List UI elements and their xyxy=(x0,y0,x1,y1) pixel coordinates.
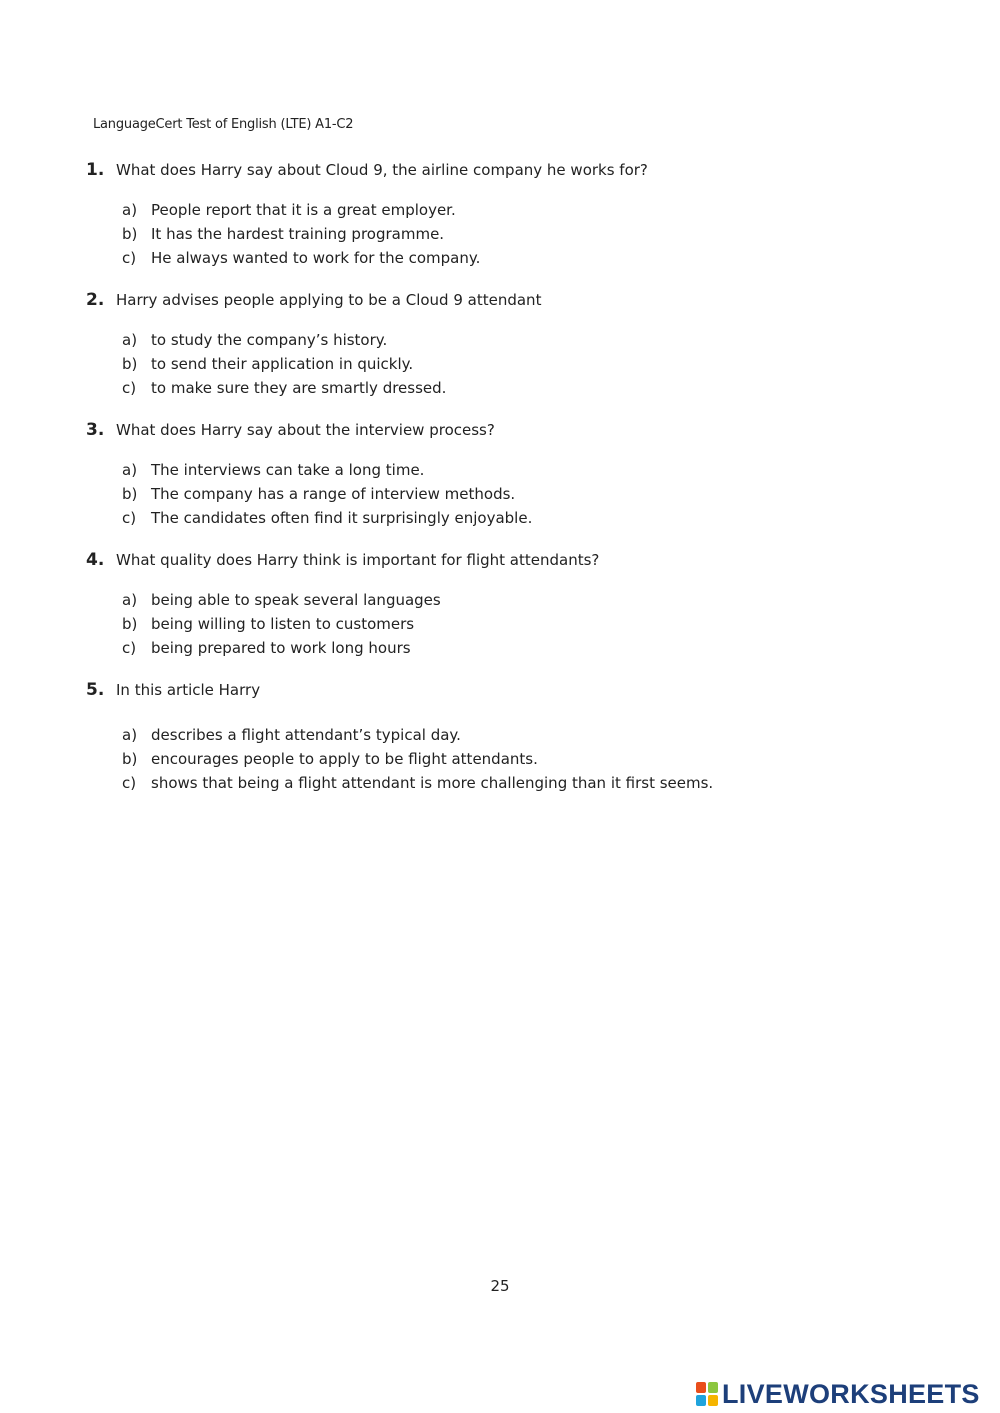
document-header: LanguageCert Test of English (LTE) A1-C2 xyxy=(93,117,354,132)
option-letter: a) xyxy=(122,201,138,219)
option-c xyxy=(122,379,946,403)
question-text: What quality does Harry think is important for flight attendants? xyxy=(116,551,600,569)
question-1 xyxy=(86,160,946,273)
question-line xyxy=(86,160,946,184)
option-letter: b) xyxy=(122,355,138,373)
option-list xyxy=(86,461,946,533)
option-text: being prepared to work long hours xyxy=(151,639,411,657)
question-number: 1. xyxy=(86,160,105,180)
option-b xyxy=(122,750,946,774)
liveworksheets-logo-icon xyxy=(696,1382,718,1406)
option-list xyxy=(86,331,946,403)
question-number: 4. xyxy=(86,550,105,570)
option-list xyxy=(86,726,946,798)
question-3 xyxy=(86,420,946,533)
option-c xyxy=(122,509,946,533)
option-text: The candidates often find it surprisingly enjoyable. xyxy=(151,509,533,527)
option-a xyxy=(122,201,946,225)
question-text: In this article Harry xyxy=(116,681,261,699)
option-text: to study the company’s history. xyxy=(151,331,388,349)
option-text: being willing to listen to customers xyxy=(151,615,415,633)
option-text: The interviews can take a long time. xyxy=(151,461,425,479)
option-text: encourages people to apply to be flight attendants. xyxy=(151,750,538,768)
option-c xyxy=(122,249,946,273)
question-line xyxy=(86,290,946,314)
page-number: 25 xyxy=(490,1277,510,1295)
question-4 xyxy=(86,550,946,663)
question-5 xyxy=(86,680,946,798)
option-text: The company has a range of interview methods. xyxy=(151,485,516,503)
option-letter: a) xyxy=(122,461,138,479)
option-b xyxy=(122,355,946,379)
option-c xyxy=(122,774,946,798)
logo-tile xyxy=(708,1395,718,1406)
option-text: describes a flight attendant’s typical day. xyxy=(151,726,461,744)
liveworksheets-watermark xyxy=(696,1379,980,1409)
option-text: People report that it is a great employer. xyxy=(151,201,456,219)
option-letter: a) xyxy=(122,591,138,609)
option-a xyxy=(122,331,946,355)
option-c xyxy=(122,639,946,663)
question-number: 5. xyxy=(86,680,105,700)
option-list xyxy=(86,201,946,273)
question-line xyxy=(86,680,946,704)
question-text: Harry advises people applying to be a Cloud 9 attendant xyxy=(116,291,542,309)
option-b xyxy=(122,615,946,639)
question-number: 2. xyxy=(86,290,105,310)
question-text: What does Harry say about the interview process? xyxy=(116,421,495,439)
question-2 xyxy=(86,290,946,403)
question-line xyxy=(86,550,946,574)
option-text: It has the hardest training programme. xyxy=(151,225,445,243)
option-a xyxy=(122,461,946,485)
question-number: 3. xyxy=(86,420,105,440)
question-list xyxy=(86,160,946,815)
option-a xyxy=(122,726,946,750)
option-letter: c) xyxy=(122,249,137,267)
option-letter: a) xyxy=(122,726,138,744)
option-letter: b) xyxy=(122,750,138,768)
option-letter: b) xyxy=(122,615,138,633)
option-b xyxy=(122,225,946,249)
option-b xyxy=(122,485,946,509)
option-letter: b) xyxy=(122,485,138,503)
option-text: to send their application in quickly. xyxy=(151,355,414,373)
option-text: to make sure they are smartly dressed. xyxy=(151,379,447,397)
option-letter: c) xyxy=(122,774,137,792)
option-a xyxy=(122,591,946,615)
liveworksheets-logo-text: LIVEWORKSHEETS xyxy=(722,1378,980,1409)
option-text: He always wanted to work for the company. xyxy=(151,249,481,267)
option-letter: a) xyxy=(122,331,138,349)
logo-tile xyxy=(696,1382,706,1393)
option-letter: b) xyxy=(122,225,138,243)
logo-tile xyxy=(696,1395,706,1406)
option-letter: c) xyxy=(122,509,137,527)
question-text: What does Harry say about Cloud 9, the airline company he works for? xyxy=(116,161,648,179)
option-letter: c) xyxy=(122,639,137,657)
option-text: being able to speak several languages xyxy=(151,591,441,609)
option-letter: c) xyxy=(122,379,137,397)
option-text: shows that being a flight attendant is more challenging than it first seems. xyxy=(151,774,714,792)
logo-tile xyxy=(708,1382,718,1393)
option-list xyxy=(86,591,946,663)
question-line xyxy=(86,420,946,444)
